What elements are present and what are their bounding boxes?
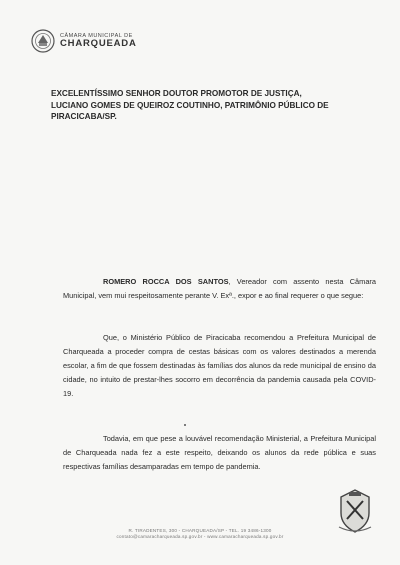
paragraph-1 — [63, 275, 376, 303]
letterhead-line1: CÂMARA MUNICIPAL DE — [60, 32, 133, 39]
municipal-seal-icon — [30, 28, 56, 54]
paragraph-3-text: Todavia, em que pese a louvável recomendação Ministerial, a Prefeitura Municipal de Charqueada nada fez a este respeito, deixando os alunos da rede pública e suas respectivas famílias desamparadas em tempo de pandemia. — [63, 434, 376, 471]
paragraph-2 — [63, 331, 376, 401]
letterhead — [30, 28, 137, 54]
paragraph-2-text: Que, o Ministério Público de Piracicaba recomendou a Prefeitura Municipal de Charqueada a proceder compra de cestas básicas com os valores destinados a merenda escolar, a fim de que fossem destinadas às famílias dos alunos da rede municipal de ensino da cidade, no intuito de prestar-lhes socorro em decorrência da pandemia causada pela COVID-19. — [63, 333, 376, 398]
author-name: ROMERO ROCCA DOS SANTOS — [103, 277, 229, 286]
letterhead-line2: CHARQUEADA — [60, 38, 137, 49]
addressee-block — [51, 88, 376, 123]
paragraph-3 — [63, 432, 376, 474]
paragraph-1-text: , Vereador com assento nesta Câmara Municipal, vem mui respeitosamente perante V. Exª., expor e ao final requerer o que segue: — [63, 277, 376, 300]
footer — [0, 528, 400, 540]
addressee-line1: EXCELENTÍSSIMO SENHOR DOUTOR PROMOTOR DE JUSTIÇA, — [51, 89, 302, 98]
scan-speck — [184, 424, 186, 426]
footer-contact: contato@camaracharqueada.sp.gov.br - www.camaracharqueada.sp.gov.br — [116, 534, 284, 539]
addressee-line2: LUCIANO GOMES DE QUEIROZ COUTINHO, PATRIMÔNIO PÚBLICO DE — [51, 100, 329, 110]
addressee-line3: PIRACICABA/SP. — [51, 112, 117, 121]
footer-address: R. TIRADENTES, 300 - CHARQUEADA/SP - TEL. 19 3486-1300 — [128, 528, 272, 533]
